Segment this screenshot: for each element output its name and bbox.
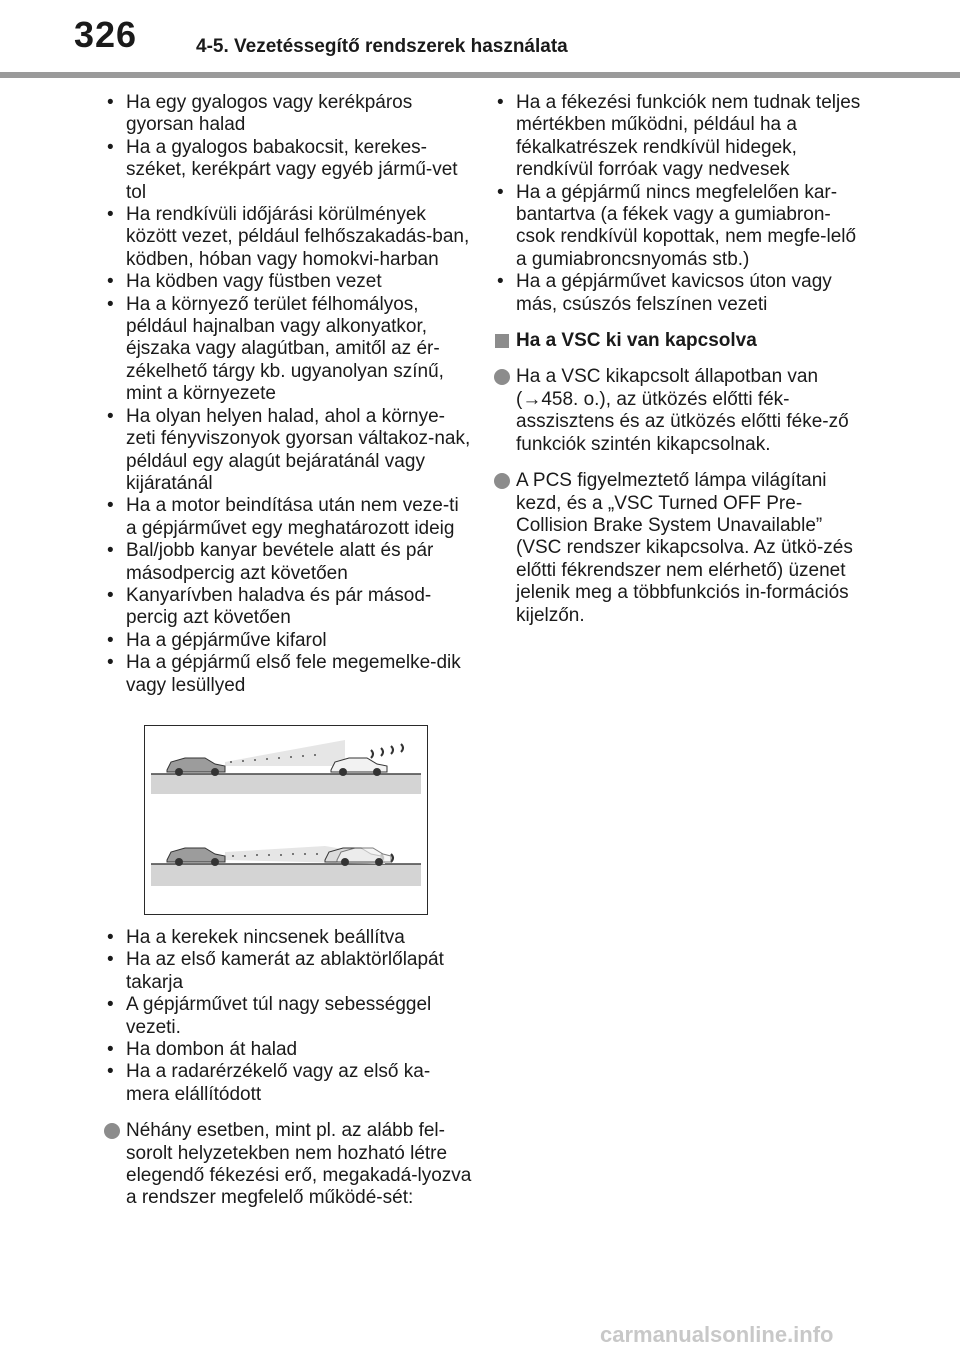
list-item: • Ha a gépjármű nincs megfelelően kar-bantartva (a fékek vagy a gumiabron-csok rendkívül kopottak, nem megfe-lelő a gumiabroncsnyomás stb.) [494, 182, 866, 272]
page-number: 326 [74, 14, 138, 55]
circle-bullet-icon [494, 369, 510, 385]
list-item: • Ha rendkívüli időjárási körülmények között vezet, például felhőszakadás-ban, ködben, hóban vagy homokvi-harban [104, 204, 472, 271]
list-item: • Ha ködben vagy füstben vezet [104, 271, 472, 293]
radar-waves-upper [371, 744, 403, 758]
list-item: • Ha a kerekek nincsenek beállítva [104, 927, 472, 949]
list-item: • Ha a motor beindítása után nem veze-ti a gépjárművet egy meghatározott ideig [104, 495, 472, 540]
note-text: A PCS figyelmeztető lámpa világítani kezd, és a „VSC Turned OFF Pre-Collision Brake System Unavailable” (VSC rendszer kikapcsolva. Az ütkö-zés előtti fékrendszer nem elérhető) üzenet jelenik meg a többfunkciós in-formációs kijelzőn. [516, 470, 853, 626]
list-item: • Ha a fékezési funkciók nem tudnak teljes mértékben működni, például ha a fékalkatrészek rendkívül hidegek, rendkívül forróak vagy nedvesek [494, 92, 866, 182]
left-column [104, 92, 472, 1210]
note-paragraph [104, 1120, 472, 1210]
header-rule [0, 72, 960, 78]
note-paragraph [494, 366, 866, 456]
list-item: • Ha a gyalogos babakocsit, kerekes-széket, kerékpárt vagy egyéb jármű-vet tol [104, 137, 472, 204]
note-text: Néhány esetben, mint pl. az alább fel-sorolt helyzetekben nem hozható létre elegendő fékezési erő, megakadá-lyozva a rendszer megfelelő működé-sét: [126, 1120, 472, 1209]
list-item: • Ha olyan helyen halad, ahol a környe-zeti fényviszonyok gyorsan váltakoz-nak, például egy alagút bejáratánál vagy kijáratánál [104, 406, 472, 496]
list-item: • Ha dombon át halad [104, 1039, 472, 1061]
square-bullet-icon [495, 334, 509, 348]
circle-bullet-icon [104, 1123, 120, 1139]
vehicle-illustration [144, 725, 428, 915]
bullet-list-right [494, 92, 866, 316]
section-heading-text: Ha a VSC ki van kapcsolva [516, 330, 757, 352]
note-paragraph [494, 470, 866, 627]
list-item: • Bal/jobb kanyar bevétele alatt és pár másodpercig azt követően [104, 540, 472, 585]
list-item: • A gépjárművet túl nagy sebességgel vezeti. [104, 994, 472, 1039]
right-column [494, 92, 866, 627]
list-item: • Ha a gépjárművet kavicsos úton vagy más, csúszós felszínen vezeti [494, 271, 866, 316]
radar-beam-upper [225, 740, 345, 766]
list-item: • Kanyarívben haladva és pár másod-percig azt követően [104, 585, 472, 630]
list-item: • Ha a radarérzékelő vagy az első ka-mera elállítódott [104, 1061, 472, 1106]
list-item: • Ha az első kamerát az ablaktörlőlapát takarja [104, 949, 472, 994]
list-item: • Ha a gépjármű első fele megemelke-dik vagy lesüllyed [104, 652, 472, 697]
bullet-list-bottom [104, 927, 472, 1106]
list-item: • Ha a környező terület félhomályos, például hajnalban vagy alkonyatkor, éjszaka vagy alagútban, amitől az ér-zékelhető tárgy kb. ugyanolyan színű, mint a környezete [104, 294, 472, 406]
radar-scene-svg [145, 726, 426, 913]
road-lower [151, 864, 421, 886]
circle-bullet-icon [494, 473, 510, 489]
list-item: • Ha egy gyalogos vagy kerékpáros gyorsan halad [104, 92, 472, 137]
page-header [0, 0, 960, 78]
road-upper [151, 774, 421, 794]
section-heading [494, 330, 866, 352]
chapter-title: 4-5. Vezetéssegítő rendszerek használata [196, 36, 568, 57]
note-text: Ha a VSC kikapcsolt állapotban van (→458. o.), az ütközés előtti fék-asszisztens és az ütközés előtti féke-ző funkciók szintén kikapcsolnak. [516, 366, 849, 455]
footer-watermark: carmanualsonline.info [600, 1322, 834, 1347]
bullet-list-top [104, 92, 472, 697]
list-item: • Ha a gépjárműve kifarol [104, 630, 472, 652]
